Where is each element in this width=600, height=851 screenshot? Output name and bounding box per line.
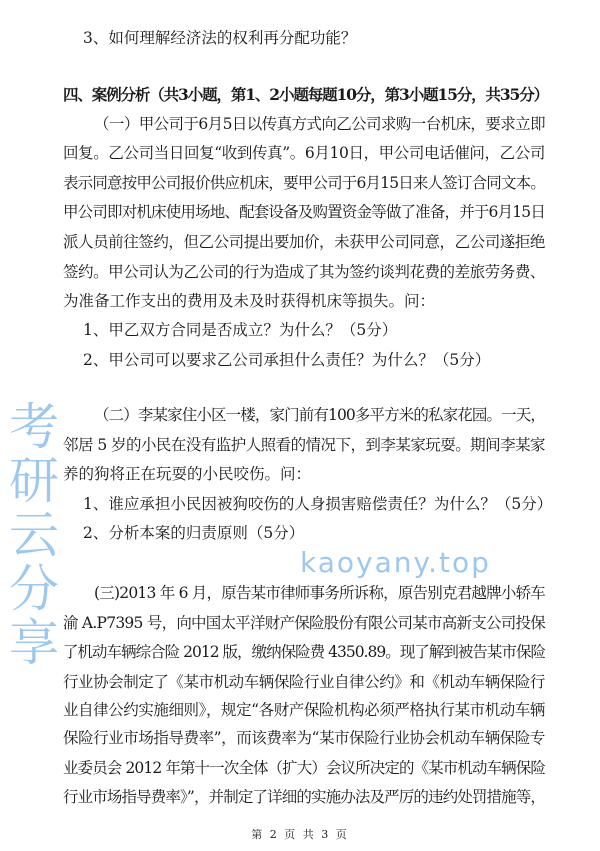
case-1-question: 2、甲公司可以要求乙公司承担什么责任？为什么？（5分）	[83, 351, 491, 369]
case-3-line: 业自律公约实施细则》，规定“各财产保险机构必须严格执行某市机动车辆	[63, 701, 545, 719]
case-2-question: 1、谁应承担小民因被狗咬伤的人身损害赔偿责任？为什么？（5分）	[83, 495, 553, 513]
section-heading: 四、案例分析（共3小题，第1、2小题每题10分，第3小题15分，共35分）	[63, 85, 548, 104]
case-1-line: 回复。乙公司当日回复“收到传真”。6月10日，甲公司电话催问，乙公司	[63, 144, 545, 162]
case-3-line: 行业协会制定了《某市机动车辆保险行业自律公约》和《机动车辆保险行	[63, 673, 545, 691]
case-1-line: 表示同意按甲公司报价供应机床，要甲公司于6月15日来人签订合同文本。	[63, 174, 545, 192]
case-1-line: （一）甲公司于6月5日以传真方式向乙公司求购一台机床，要求立即	[94, 115, 545, 133]
case-2-question: 2、分析本案的归责原则（5分）	[83, 524, 305, 542]
question-3: 3、如何理解经济法的权利再分配功能？	[83, 29, 357, 47]
case-3-line: (三)2013 年 6 月，原告某市律师事务所诉称，原告别克君越牌小轿车	[94, 584, 545, 602]
case-2-line: （二）李某家住小区一楼，家门前有100多平方米的私家花园。一天，	[94, 406, 545, 424]
case-1-line: 为准备工作支出的费用及未及时获得机床等损失。问：	[63, 292, 436, 310]
case-3-line: 渝 A.P7395 号，向中国太平洋财产保险股份有限公司某市高新支公司投保	[63, 614, 545, 632]
case-3-line: 行业市场指导费率》”，并制定了详细的实施办法及严厉的违约处罚措施等，	[63, 788, 545, 806]
case-1-line: 甲公司即对机床使用场地、配套设备及购置资金等做了准备，并于6月15日	[63, 203, 545, 221]
watermark-chinese: 考研云分享	[1, 400, 59, 670]
case-2-line: 养的狗将正在玩耍的小民咬伤。问：	[63, 465, 312, 483]
watermark-url: kaoyany.top	[300, 546, 491, 579]
case-2-line: 邻居 5 岁的小民在没有监护人照看的情况下，到李某家玩耍。期间李某家	[63, 436, 545, 454]
case-1-line: 派人员前往签约，但乙公司提出要加价，未获甲公司同意，乙公司遂拒绝	[63, 233, 545, 251]
case-3-line: 业委员会 2012 年第十一次全体（扩大）会议所决定的《某市机动车辆保险	[63, 759, 545, 777]
page-number: 第 2 页 共 3 页	[251, 828, 349, 841]
case-3-line: 了机动车辆综合险 2012 版，缴纳保险费 4350.89。现了解到被告某市保险	[63, 643, 545, 661]
case-1-question: 1、甲乙双方合同是否成立？为什么？（5分）	[83, 321, 398, 339]
case-3-line: 保险行业市场指导费率”，而该费率为“某市保险行业协会机动车辆保险专	[63, 729, 545, 747]
case-1-line: 签约。甲公司认为乙公司的行为造成了其为签约谈判花费的差旅劳务费、	[63, 263, 545, 281]
